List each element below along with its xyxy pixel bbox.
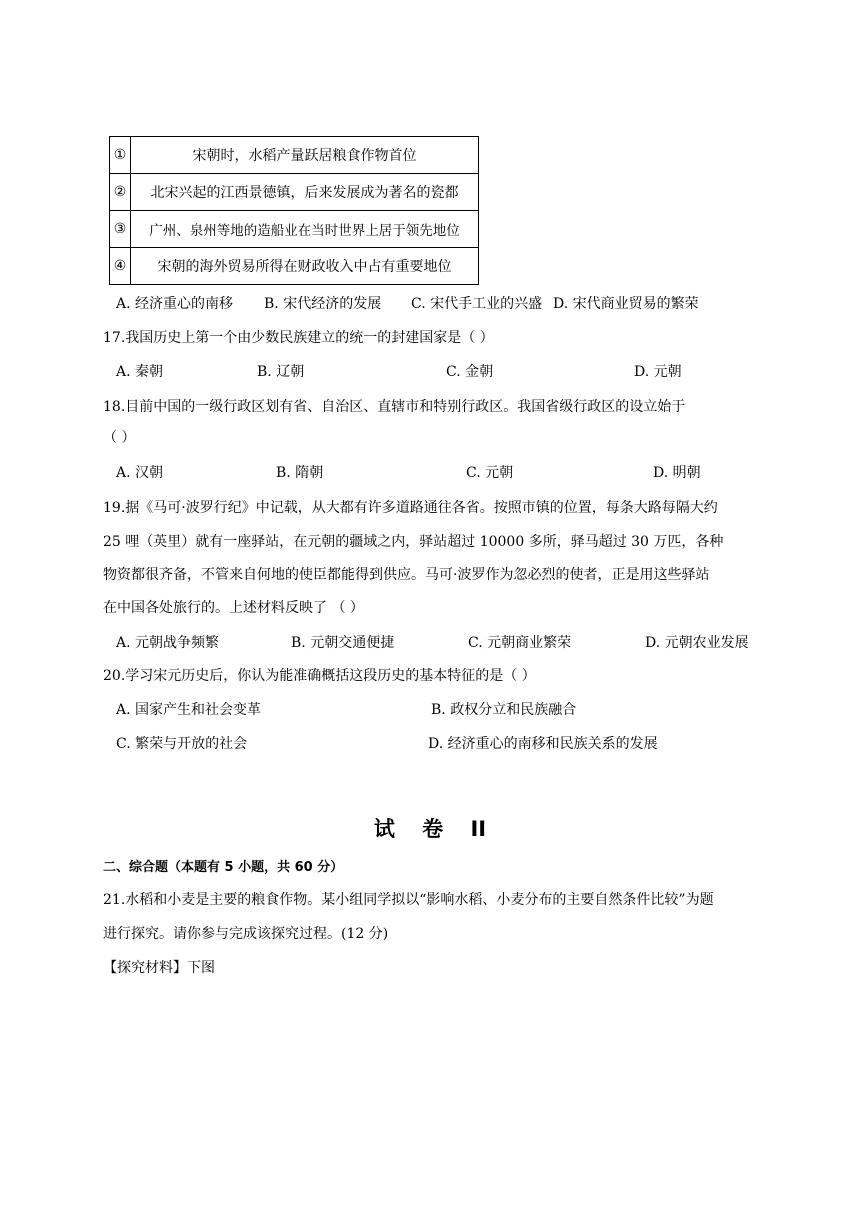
- q17-option-d: D. 元朝: [634, 364, 682, 380]
- q18-option-c: C. 元朝: [466, 465, 514, 481]
- table-row: [110, 248, 479, 285]
- q20-option-c: C. 繁荣与开放的社会: [116, 736, 248, 752]
- q19-option-d: D. 元朝农业发展: [645, 635, 749, 651]
- q18-option-b: B. 隋朝: [276, 465, 324, 481]
- q17-option-c: C. 金朝: [446, 364, 494, 380]
- q18-option-a: A. 汉朝: [116, 465, 164, 481]
- q19-option-b: B. 元朝交通便捷: [291, 635, 395, 651]
- q17-option-a: A. 秦朝: [116, 364, 164, 380]
- q19-stem-line3: 物资都很齐备，不管来自何地的使臣都能得到供应。马可·波罗作为忽必烈的使者，正是用这些驿站: [103, 567, 710, 583]
- row-number: ①: [110, 137, 131, 174]
- table-row: [110, 174, 479, 211]
- q20-option-a: A. 国家产生和社会变革: [116, 702, 262, 718]
- row-text: 广州、泉州等地的造船业在当时世界上居于领先地位: [131, 211, 479, 248]
- q16-option-b: B. 宋代经济的发展: [264, 296, 382, 312]
- row-number: ②: [110, 174, 131, 211]
- q21-line2: 进行探究。请你参与完成该探究过程。(12 分): [103, 926, 389, 942]
- row-text: 宋朝的海外贸易所得在财政收入中占有重要地位: [131, 248, 479, 285]
- q19-option-c: C. 元朝商业繁荣: [468, 635, 572, 651]
- section-heading: 二、综合题（本题有 5 小题，共 60 分）: [103, 860, 344, 875]
- table-row: [110, 211, 479, 248]
- row-text: 宋朝时，水稻产量跃居粮食作物首位: [131, 137, 479, 174]
- q19-stem-line2: 25 哩（英里）就有一座驿站，在元朝的疆域之内，驿站超过 10000 多所，驿马超过 30 万匹，各种: [103, 534, 724, 550]
- q18-stem-line2: （ ）: [103, 430, 136, 446]
- q20-option-d: D. 经济重心的南移和民族关系的发展: [428, 736, 658, 752]
- paper-title-char: 试: [373, 817, 395, 841]
- q16-option-a: A. 经济重心的南移: [116, 296, 234, 312]
- row-number: ③: [110, 211, 131, 248]
- paper-title-char: 卷: [422, 817, 444, 841]
- q18-stem-line1: 18.目前中国的一级行政区划有省、自治区、直辖市和特别行政区。我国省级行政区的设立始于: [103, 399, 686, 415]
- q18-option-d: D. 明朝: [653, 465, 701, 481]
- q19-stem-line1: 19.据《马可·波罗行纪》中记载，从大都有许多道路通往各省。按照市镇的位置，每条大路每隔大约: [103, 500, 718, 516]
- paper-title-char: II: [470, 817, 487, 841]
- q17-option-b: B. 辽朝: [257, 364, 305, 380]
- facts-table: [109, 136, 479, 285]
- row-number: ④: [110, 248, 131, 285]
- q16-option-c: C. 宋代手工业的兴盛: [411, 296, 543, 312]
- q16-option-d: D. 宋代商业贸易的繁荣: [553, 296, 699, 312]
- q21-line1: 21.水稻和小麦是主要的粮食作物。某小组同学拟以“影响水稻、小麦分布的主要自然条件比较”为题: [103, 892, 714, 908]
- table-row: [110, 137, 479, 174]
- q19-option-a: A. 元朝战争频繁: [116, 635, 220, 651]
- paper-title: [0, 814, 860, 844]
- row-text: 北宋兴起的江西景德镇，后来发展成为著名的瓷都: [131, 174, 479, 211]
- q21-line3: 【探究材料】下图: [103, 960, 215, 976]
- q17-stem: 17.我国历史上第一个由少数民族建立的统一的封建国家是（ ）: [103, 330, 494, 346]
- q19-stem-line4: 在中国各处旅行的。上述材料反映了 （ ）: [103, 600, 364, 616]
- q20-stem: 20.学习宋元历史后，你认为能准确概括这段历史的基本特征的是（ ）: [103, 668, 536, 684]
- q20-option-b: B. 政权分立和民族融合: [431, 702, 577, 718]
